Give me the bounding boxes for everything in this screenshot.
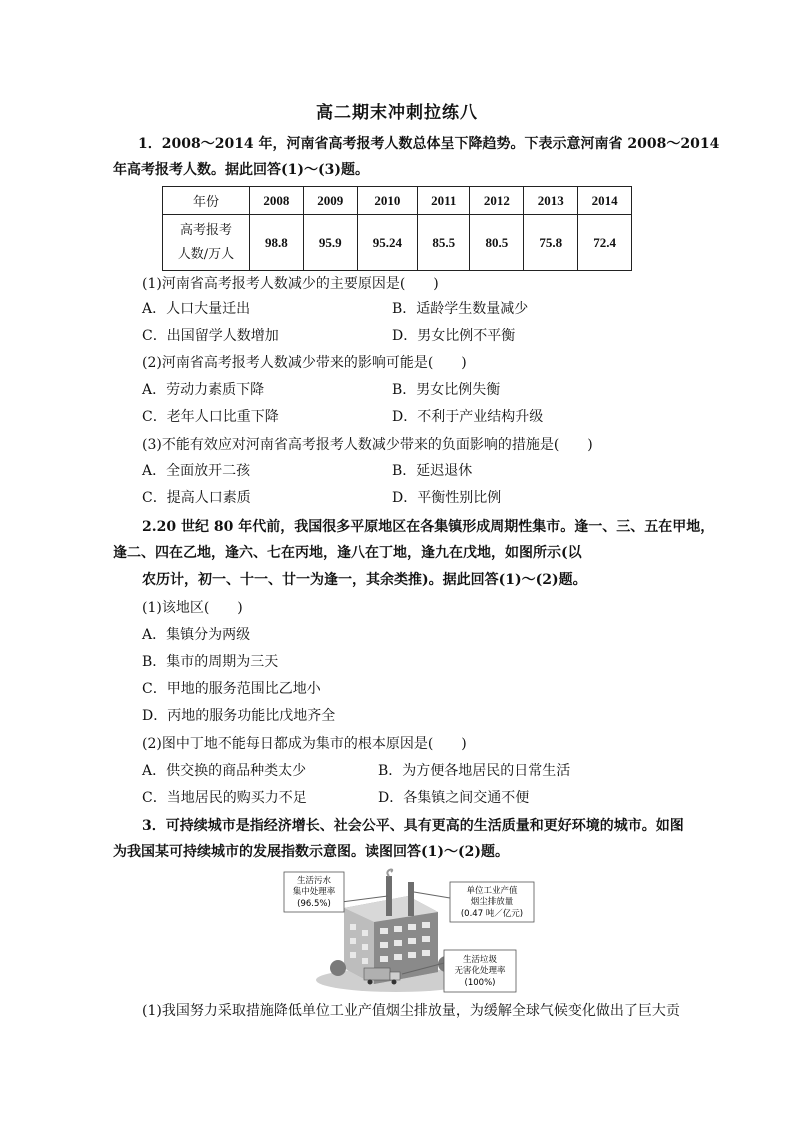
q2-intro-line2: 逢二、四在乙地，逢六、七在丙地，逢八在丁地，逢九在戊地，如图所示(以 <box>113 545 582 561</box>
table-value-cell: 80.5 <box>470 215 524 271</box>
table-row-years <box>163 187 632 215</box>
callout-line-dust <box>414 892 450 898</box>
q3-intro-line2: 为我国某可持续城市的发展指数示意图。读图回答(1)～(2)题。 <box>113 844 509 860</box>
table-value-cell: 75.8 <box>524 215 578 271</box>
table-value-cell: 98.8 <box>250 215 304 271</box>
q1-sub1-option-c: C．出国留学人数增加 <box>142 328 279 344</box>
sustainable-city-figure <box>278 868 540 996</box>
q1-sub1-option-d: D．男女比例不平衡 <box>392 328 516 344</box>
table-value-cell: 72.4 <box>578 215 632 271</box>
table-value-cell: 85.5 <box>418 215 470 271</box>
label2-value: (0.47 吨／亿元) <box>460 909 524 919</box>
table-value-cell: 95.9 <box>303 215 357 271</box>
table-value-cell: 95.24 <box>357 215 417 271</box>
table-row-values <box>163 215 632 271</box>
table-row-label-line2: 人数/万人 <box>177 246 235 262</box>
q2-intro-line3: 农历计，初一、十一、廿一为逢一，其余类推)。据此回答(1)～(2)题。 <box>142 572 587 588</box>
building-illustration <box>330 869 462 984</box>
label2-line2: 烟尘排放量 <box>470 897 514 907</box>
q1-sub3-option-d: D．平衡性别比例 <box>392 490 502 506</box>
q2-sub1-stem: (1)该地区( ) <box>142 600 243 616</box>
q1-intro-line2: 年高考报考人数。据此回答(1)～(3)题。 <box>113 162 369 178</box>
label3-line2: 无害化处理率 <box>454 966 506 976</box>
q1-sub3-option-a: A．全面放开二孩 <box>142 463 251 479</box>
table-row-label-line1: 高考报考 <box>179 222 232 238</box>
table-year-cell: 2011 <box>418 187 470 215</box>
q3-sub1-line1: (1)我国努力采取措施降低单位工业产值烟尘排放量，为缓解全球气候变化做出了巨大贡 <box>142 1003 680 1019</box>
table-year-cell: 2012 <box>470 187 524 215</box>
label2-line1: 单位工业产值 <box>466 886 518 896</box>
label1-value: (96.5%) <box>297 899 331 909</box>
q1-sub2-option-c: C．老年人口比重下降 <box>142 409 279 425</box>
q2-sub1-option-b: B．集市的周期为三天 <box>142 654 279 670</box>
q2-intro-line1: 2.20 世纪 80 年代前，我国很多平原地区在各集镇形成周期性集市。逢一、三、五在甲地， <box>142 519 715 535</box>
q1-sub2-option-a: A．劳动力素质下降 <box>142 382 265 398</box>
table-header-label: 年份 <box>163 187 250 215</box>
label1-line2: 集中处理率 <box>292 887 336 897</box>
q1-intro-line1: 1．2008～2014 年，河南省高考报考人数总体呈下降趋势。下表示意河南省 2008～2014 <box>138 136 720 152</box>
q2-sub1-option-a: A．集镇分为两级 <box>142 627 251 643</box>
label1-line1: 生活污水 <box>296 876 332 886</box>
q1-sub1-option-a: A．人口大量迁出 <box>142 301 251 317</box>
page-title: 高二期末冲刺拉练八 <box>316 103 478 123</box>
q1-sub2-stem: (2)河南省高考报考人数减少带来的影响可能是( ) <box>142 355 467 371</box>
label-sewage-treatment <box>284 872 344 912</box>
enrollment-table <box>162 186 632 271</box>
q2-sub2-option-b: B．为方便各地居民的日常生活 <box>378 763 571 779</box>
table-year-cell: 2014 <box>578 187 632 215</box>
q1-sub2-option-b: B．男女比例失衡 <box>392 382 501 398</box>
table-year-cell: 2013 <box>524 187 578 215</box>
table-year-cell: 2010 <box>357 187 417 215</box>
q2-sub2-option-a: A．供交换的商品种类太少 <box>142 763 307 779</box>
q2-sub2-option-d: D．各集镇之间交通不便 <box>378 790 530 806</box>
q1-sub3-option-c: C．提高人口素质 <box>142 490 251 506</box>
label-garbage-treatment <box>444 950 516 992</box>
label3-line1: 生活垃圾 <box>462 955 498 965</box>
q2-sub2-option-c: C．当地居民的购买力不足 <box>142 790 307 806</box>
q2-sub1-option-c: C．甲地的服务范围比乙地小 <box>142 681 321 697</box>
q1-sub2-option-d: D．不利于产业结构升级 <box>392 409 544 425</box>
q1-sub1-stem: (1)河南省高考报考人数减少的主要原因是( ) <box>142 276 439 292</box>
q3-intro-line1: 3．可持续城市是指经济增长、社会公平、具有更高的生活质量和更好环境的城市。如图 <box>142 818 684 834</box>
q2-sub1-option-d: D．丙地的服务功能比戊地齐全 <box>142 708 336 724</box>
table-row-label <box>163 215 250 271</box>
q1-sub3-option-b: B．延迟退休 <box>392 463 473 479</box>
table-year-cell: 2008 <box>250 187 304 215</box>
q1-sub1-option-b: B．适龄学生数量减少 <box>392 301 529 317</box>
label-dust-emission <box>450 882 534 922</box>
q2-sub2-stem: (2)图中丁地不能每日都成为集市的根本原因是( ) <box>142 736 467 752</box>
q1-sub3-stem: (3)不能有效应对河南省高考报考人数减少带来的负面影响的措施是( ) <box>142 437 593 453</box>
table-year-cell: 2009 <box>303 187 357 215</box>
label3-value: (100%) <box>464 978 496 988</box>
